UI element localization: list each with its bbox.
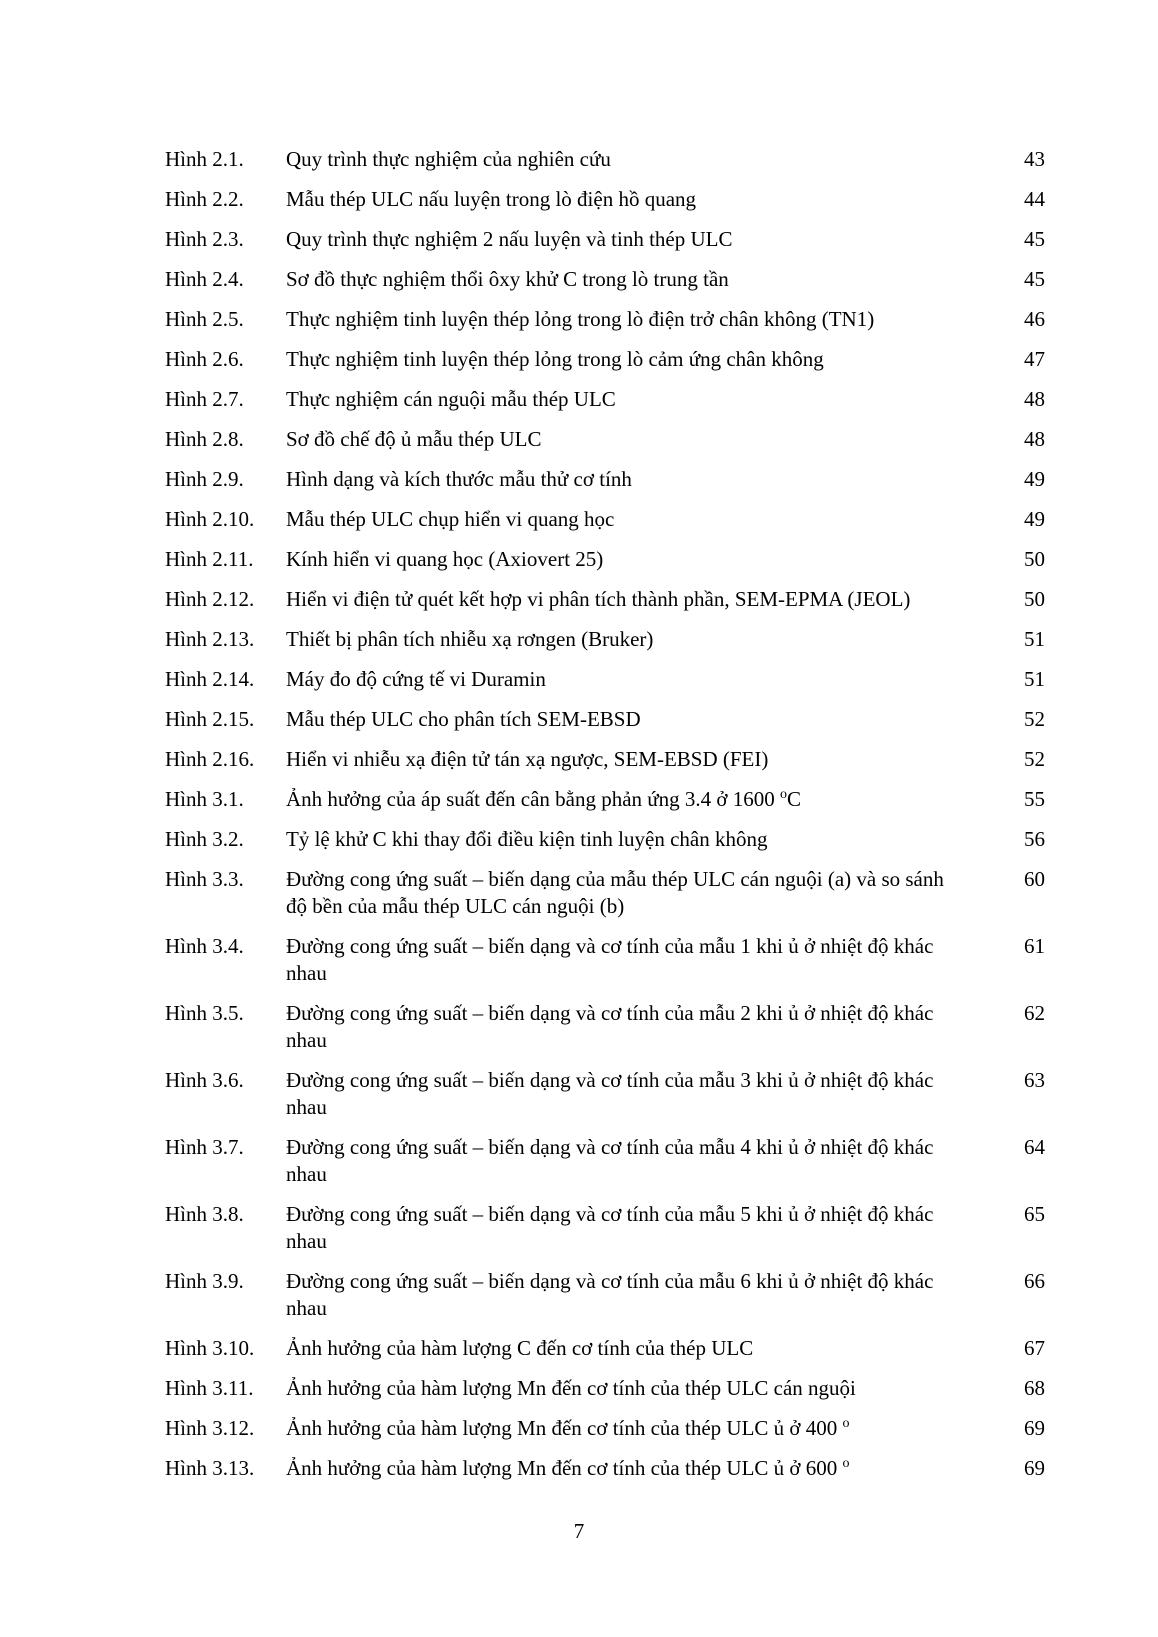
figure-label: Hình 3.5. [165, 1001, 244, 1025]
figure-caption-text: Đường cong ứng suất – biến dạng và cơ tính của mẫu 3 khi ủ ở nhiệt độ khác nhau [286, 1068, 934, 1119]
figure-caption [286, 426, 980, 453]
toc-row [165, 826, 1045, 853]
figure-label: Hình 3.13. [165, 1456, 255, 1480]
figure-label: Hình 2.3. [165, 227, 244, 251]
figure-caption-text: Thực nghiệm tinh luyện thép lỏng trong lò điện trở chân không (TN1) [286, 307, 875, 331]
figure-label: Hình 2.16. [165, 747, 255, 771]
figure-caption [286, 266, 980, 293]
toc-row [165, 746, 1045, 773]
figure-caption [286, 866, 980, 920]
figure-caption [286, 1000, 980, 1054]
degree-superscript: o [842, 1416, 850, 1431]
toc-row [165, 1067, 1045, 1121]
figure-caption-text: Đường cong ứng suất – biến dạng và cơ tính của mẫu 1 khi ủ ở nhiệt độ khác nhau [286, 934, 934, 985]
figure-caption [286, 306, 980, 333]
figure-caption-text: Thiết bị phân tích nhiễu xạ rơngen (Bruker) [286, 627, 654, 651]
figure-caption [286, 346, 980, 373]
figure-caption [286, 1134, 980, 1188]
toc-row [165, 626, 1045, 653]
toc-row [165, 146, 1045, 173]
toc-row [165, 586, 1045, 613]
toc-row [165, 426, 1045, 453]
toc-row [165, 386, 1045, 413]
figure-page: 69 [1024, 1416, 1045, 1440]
figure-caption-text: Mẫu thép ULC nấu luyện trong lò điện hồ quang [286, 187, 697, 211]
figure-caption-text: Hiển vi điện tử quét kết hợp vi phân tích thành phần, SEM-EPMA (JEOL) [286, 587, 911, 611]
toc-row [165, 266, 1045, 293]
figure-label: Hình 3.9. [165, 1269, 244, 1293]
figure-label: Hình 2.5. [165, 307, 244, 331]
figure-label: Hình 2.4. [165, 267, 244, 291]
figure-page: 64 [1024, 1135, 1045, 1159]
toc-row [165, 226, 1045, 253]
figure-label: Hình 2.8. [165, 427, 244, 451]
figure-caption [286, 826, 980, 853]
degree-superscript: o [842, 1456, 850, 1471]
figure-caption [286, 146, 980, 173]
figure-page: 48 [1024, 387, 1045, 411]
figure-page: 45 [1024, 267, 1045, 291]
figure-label: Hình 2.2. [165, 187, 244, 211]
figure-label: Hình 3.3. [165, 867, 244, 891]
figure-caption-text: Đường cong ứng suất – biến dạng và cơ tính của mẫu 2 khi ủ ở nhiệt độ khác nhau [286, 1001, 934, 1052]
figure-caption-text: Mẫu thép ULC chụp hiển vi quang học [286, 507, 615, 531]
figure-caption-tail: C [787, 787, 802, 811]
figure-caption-text: Ảnh hưởng của hàm lượng Mn đến cơ tính của thép ULC ủ ở 600 [286, 1456, 838, 1480]
figure-label: Hình 2.6. [165, 347, 244, 371]
figure-label: Hình 2.13. [165, 627, 255, 651]
figure-caption [286, 586, 980, 613]
figure-caption [286, 933, 980, 987]
figure-caption [286, 1201, 980, 1255]
toc-row [165, 546, 1045, 573]
figure-label: Hình 2.11. [165, 547, 254, 571]
figure-page: 49 [1024, 467, 1045, 491]
toc-row [165, 666, 1045, 693]
figure-page: 65 [1024, 1202, 1045, 1226]
figure-caption [286, 786, 980, 813]
figure-caption-text: Ảnh hưởng của áp suất đến cân bằng phản ứng 3.4 ở 1600 [286, 787, 775, 811]
toc-row [165, 1000, 1045, 1054]
figure-caption [286, 506, 980, 533]
toc-row [165, 346, 1045, 373]
figure-page: 46 [1024, 307, 1045, 331]
figure-caption [286, 706, 980, 733]
figure-label: Hình 2.14. [165, 667, 255, 691]
figure-caption [286, 1415, 980, 1442]
figure-caption [286, 746, 980, 773]
figure-caption-text: Quy trình thực nghiệm của nghiên cứu [286, 147, 611, 171]
figure-label: Hình 3.12. [165, 1416, 255, 1440]
figure-caption [286, 386, 980, 413]
figure-page: 60 [1024, 867, 1045, 891]
toc-row [165, 1335, 1045, 1362]
figure-label: Hình 3.8. [165, 1202, 244, 1226]
figure-page: 52 [1024, 747, 1045, 771]
figure-label: Hình 3.10. [165, 1336, 255, 1360]
toc-row [165, 506, 1045, 533]
toc-row [165, 306, 1045, 333]
figure-caption [286, 546, 980, 573]
figure-label: Hình 3.6. [165, 1068, 244, 1092]
figure-page: 48 [1024, 427, 1045, 451]
toc-row [165, 933, 1045, 987]
figure-page: 63 [1024, 1068, 1045, 1092]
figure-caption-text: Đường cong ứng suất – biến dạng và cơ tính của mẫu 5 khi ủ ở nhiệt độ khác nhau [286, 1202, 934, 1253]
figure-page: 43 [1024, 147, 1045, 171]
figure-page: 49 [1024, 507, 1045, 531]
figure-label: Hình 3.4. [165, 934, 244, 958]
figure-page: 51 [1024, 667, 1045, 691]
figure-page: 67 [1024, 1336, 1045, 1360]
figure-label: Hình 2.10. [165, 507, 255, 531]
figure-page: 51 [1024, 627, 1045, 651]
figure-caption [286, 466, 980, 493]
figure-page: 56 [1024, 827, 1045, 851]
figure-caption-text: Thực nghiệm cán nguội mẫu thép ULC [286, 387, 616, 411]
figure-label: Hình 2.7. [165, 387, 244, 411]
figure-caption [286, 1375, 980, 1402]
figure-caption-text: Ảnh hưởng của hàm lượng Mn đến cơ tính của thép ULC ủ ở 400 [286, 1416, 838, 1440]
figure-caption-text: Đường cong ứng suất – biến dạng và cơ tính của mẫu 6 khi ủ ở nhiệt độ khác nhau [286, 1269, 934, 1320]
figure-label: Hình 3.7. [165, 1135, 244, 1159]
toc-row [165, 186, 1045, 213]
figure-caption-text: Ảnh hưởng của hàm lượng C đến cơ tính của thép ULC [286, 1336, 754, 1360]
figure-page: 44 [1024, 187, 1045, 211]
figure-page: 50 [1024, 587, 1045, 611]
toc-row [165, 1455, 1045, 1482]
figure-label: Hình 2.1. [165, 147, 244, 171]
figure-caption [286, 226, 980, 253]
figure-caption [286, 1335, 980, 1362]
figure-page: 61 [1024, 934, 1045, 958]
figure-label: Hình 3.2. [165, 827, 244, 851]
figure-caption [286, 666, 980, 693]
figure-caption-text: Máy đo độ cứng tế vi Duramin [286, 667, 546, 691]
toc-row [165, 786, 1045, 813]
figure-caption [286, 186, 980, 213]
toc-row [165, 1375, 1045, 1402]
figure-label: Hình 3.11. [165, 1376, 254, 1400]
toc-row [165, 1268, 1045, 1322]
figure-caption-text: Mẫu thép ULC cho phân tích SEM-EBSD [286, 707, 641, 731]
figure-page: 47 [1024, 347, 1045, 371]
figure-caption-text: Kính hiển vi quang học (Axiovert 25) [286, 547, 604, 571]
figure-page: 45 [1024, 227, 1045, 251]
degree-superscript: o [780, 787, 788, 802]
figure-page: 50 [1024, 547, 1045, 571]
toc-row [165, 1134, 1045, 1188]
figure-caption [286, 1268, 980, 1322]
figure-caption-text: Hình dạng và kích thước mẫu thử cơ tính [286, 467, 632, 491]
figure-caption-text: Đường cong ứng suất – biến dạng của mẫu thép ULC cán nguội (a) và so sánh độ bền của mẫu thép ULC cán nguội (b) [286, 867, 944, 918]
toc-row [165, 866, 1045, 920]
toc-row [165, 466, 1045, 493]
figure-caption-text: Sơ đồ chế độ ủ mẫu thép ULC [286, 427, 542, 451]
figure-caption-text: Thực nghiệm tinh luyện thép lỏng trong lò cảm ứng chân không [286, 347, 824, 371]
toc-row [165, 706, 1045, 733]
figure-caption-text: Sơ đồ thực nghiệm thổi ôxy khử C trong lò trung tần [286, 267, 729, 291]
figure-label: Hình 2.9. [165, 467, 244, 491]
figure-label: Hình 3.1. [165, 787, 244, 811]
figure-caption-text: Tỷ lệ khử C khi thay đổi điều kiện tinh luyện chân không [286, 827, 768, 851]
figure-page: 69 [1024, 1456, 1045, 1480]
figure-label: Hình 2.15. [165, 707, 255, 731]
figure-caption [286, 1455, 980, 1482]
figure-caption-text: Đường cong ứng suất – biến dạng và cơ tính của mẫu 4 khi ủ ở nhiệt độ khác nhau [286, 1135, 934, 1186]
figure-page: 55 [1024, 787, 1045, 811]
list-of-figures [165, 146, 1045, 1495]
toc-row [165, 1415, 1045, 1442]
figure-page: 62 [1024, 1001, 1045, 1025]
figure-caption [286, 1067, 980, 1121]
figure-label: Hình 2.12. [165, 587, 255, 611]
figure-caption-text: Ảnh hưởng của hàm lượng Mn đến cơ tính của thép ULC cán nguội [286, 1376, 856, 1400]
figure-caption-text: Quy trình thực nghiệm 2 nấu luyện và tinh thép ULC [286, 227, 733, 251]
figure-page: 68 [1024, 1376, 1045, 1400]
toc-row [165, 1201, 1045, 1255]
figure-page: 52 [1024, 707, 1045, 731]
figure-caption [286, 626, 980, 653]
figure-page: 66 [1024, 1269, 1045, 1293]
figure-caption-text: Hiển vi nhiễu xạ điện tử tán xạ ngược, SEM-EBSD (FEI) [286, 747, 769, 771]
page-number: 7 [573, 1519, 585, 1543]
